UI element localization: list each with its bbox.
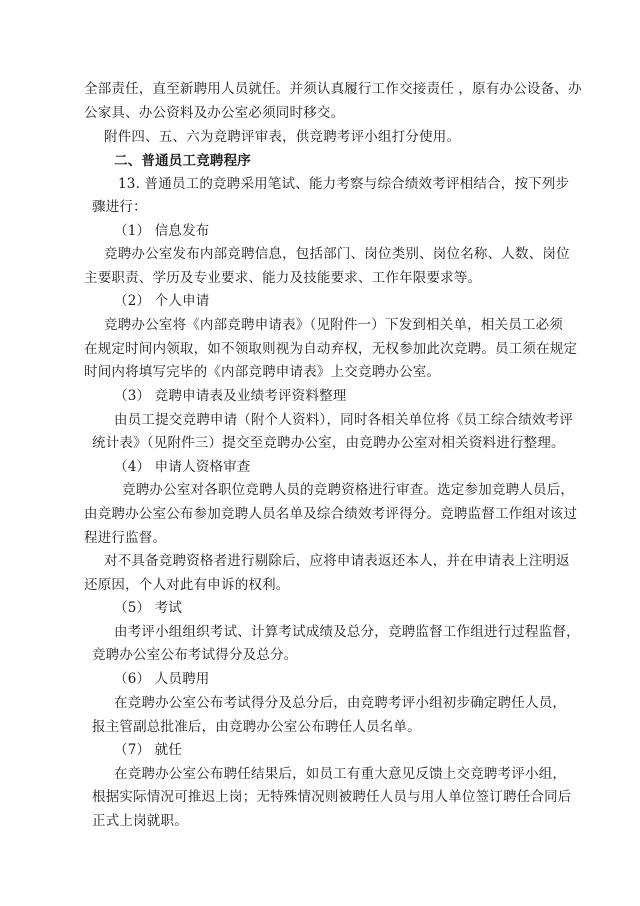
paragraph-line: 竞聘办公室将《内部竞聘申请表》（见附件一）下发到相关单，相关员工必须: [104, 317, 564, 333]
paragraph-line: 根据实际情况可推迟上岗；无特殊情况则被聘任人员与用人单位签订聘任合同后: [92, 789, 572, 805]
paragraph-line: 主要职责、学历及专业要求、能力及技能要求、工作年限要求等。: [84, 270, 482, 286]
paragraph-line: 在竞聘办公室公布考试得分及总分后，由竞聘考评小组初步确定聘任人员，: [114, 695, 567, 711]
paragraph-line: 正式上岗就职。: [92, 813, 188, 829]
paragraph-line: 在规定时间内领取，如不领取则视为自动弃权，无权参加此次竞聘。员工须在规定: [84, 341, 578, 357]
subsection-heading: （7） 就任: [114, 742, 183, 758]
section-heading: 二、普通员工竞聘程序: [114, 153, 251, 169]
paragraph-line: 由考评小组组织考试、计算考试成绩及总分，竞聘监督工作组进行过程监督，: [114, 624, 580, 640]
paragraph-line: 竞聘办公室公布考试得分及总分。: [92, 647, 298, 663]
paragraph-line: 对不具备竞聘资格者进行剔除后，应将申请表返还本人，并在申请表上注明返: [104, 553, 570, 569]
subsection-heading: （4） 申请人资格审查: [114, 459, 251, 475]
paragraph-line: 由竞聘办公室公布参加竞聘人员名单及综合绩效考评得分。竞聘监督工作组对该过: [84, 506, 578, 522]
subsection-heading: （5） 考试: [114, 600, 183, 616]
subsection-heading: （1） 信息发布: [114, 223, 210, 239]
paragraph-line: 统计表》（见附件三）提交至竞聘办公室，由竞聘办公室对相关资料进行整理。: [92, 435, 565, 451]
paragraph-line: 竞聘办公室发布内部竞聘信息，包括部门、岗位类别、岗位名称、人数、岗位: [104, 246, 570, 262]
subsection-heading: （2） 个人申请: [114, 293, 210, 309]
paragraph-line: 附件四、五、六为竞聘评审表，供竞聘考评小组打分使用。: [104, 129, 461, 145]
paragraph-line: 程进行监督。: [84, 530, 167, 546]
subsection-heading: （6） 人员聘用: [114, 671, 210, 687]
paragraph-line: 由员工提交竞聘申请（附个人资料），同时各相关单位将《员工综合绩效考评: [114, 412, 574, 428]
paragraph-line: 报主管副总批准后，由竞聘办公室公布聘任人员名单。: [92, 719, 421, 735]
paragraph-line: 骤进行：: [92, 199, 147, 215]
paragraph-line: 公家具、办公资料及办公室必须同时移交。: [84, 105, 345, 121]
subsection-heading: （3） 竞聘申请表及业绩考评资料整理: [114, 388, 347, 404]
paragraph-line: 还原因，个人对此有申诉的权利。: [84, 577, 290, 593]
paragraph-line: 在竞聘办公室公布聘任结果后，如员工有重大意见反馈上交竞聘考评小组，: [114, 766, 567, 782]
paragraph-line: 时间内将填写完毕的《内部竞聘申请表》上交竞聘办公室。: [84, 364, 441, 380]
paragraph-line: 13. 普通员工的竞聘采用笔试、能力考察与综合绩效考评相结合，按下列步: [118, 176, 570, 192]
paragraph-line: 全部责任，直至新聘用人员就任。并须认真履行工作交接责任 ，原有办公设备、办: [84, 81, 582, 97]
paragraph-line: 竞聘办公室对各职位竞聘人员的竞聘资格进行审查。选定参加竞聘人员后，: [122, 482, 575, 498]
